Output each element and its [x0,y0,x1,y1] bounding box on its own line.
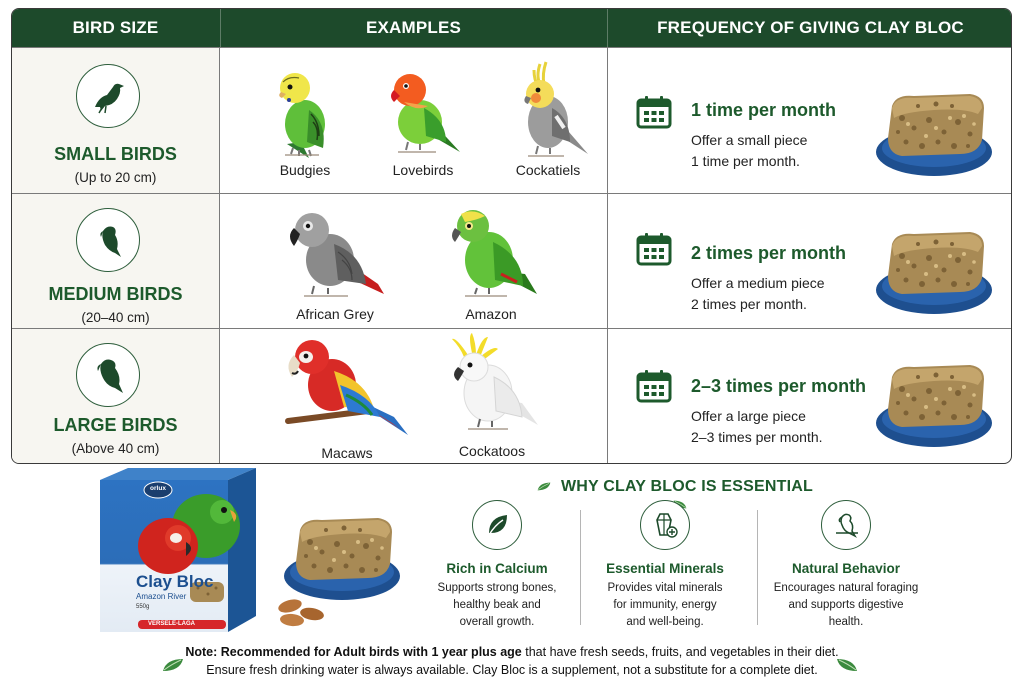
clay-bloc-small-image [874,88,992,180]
frequency-title: 2–3 times per month [691,376,867,396]
leaf-icon [162,658,184,672]
benefit-description-line: Supports strong bones, [437,582,557,594]
size-name: LARGE BIRDS [53,415,178,435]
frequency-cell [607,194,1012,328]
budgie-illustration [260,66,350,176]
benefit-description-line: and well-being. [626,616,704,628]
note-line-1 [0,643,1024,661]
product-package [98,466,258,634]
benefit-description [763,580,929,631]
crystal-icon [640,500,690,550]
divider [757,510,758,625]
perched-bird-icon [821,500,871,550]
clay-bloc-large-image [874,359,992,451]
large-bird-icon [76,343,140,407]
calendar-icon [636,232,672,266]
frequency-title: 1 time per month [691,100,837,120]
feeding-table [11,8,1012,464]
frequency-cell [607,48,1012,193]
bird-label: Lovebirds [392,162,454,178]
benefit-title: Essential Minerals [606,561,724,576]
bird-label: Cockatoos [458,443,526,459]
size-cell [12,329,219,464]
benefit-description-line: for immunity, energy [613,599,717,611]
note-label: Note: [185,645,218,659]
leaf-icon [836,658,858,672]
table-header [12,9,1011,47]
calendar-icon [636,95,672,129]
frequency-description [691,130,871,172]
why-title-text: WHY CLAY BLOC IS ESSENTIAL [560,478,814,495]
benefit-description-line: health. [828,616,864,628]
cockatoo-illustration [436,333,548,463]
benefit-description-line: and supports digestive [788,599,904,611]
note-line-2: Ensure fresh drinking water is always available. Clay Bloc is a supplement, not a substitute for a complete diet. [206,663,818,677]
leaf-icon [537,482,551,491]
frequency-description-line: Offer a medium piece [691,275,825,291]
nuts-image [272,596,336,630]
examples-cell [219,48,607,193]
small-bird-icon [76,64,140,128]
medium-bird-icon [76,208,140,272]
note-text: that have fresh seeds, fruits, and vegetables in their diet. [525,645,839,659]
benefit-description-line: Encourages natural foraging [773,582,919,594]
note-bold-text: Recommended for Adult birds with 1 year plus age [220,645,522,659]
lovebird-illustration [378,66,468,176]
clay-bloc-medium-image [874,226,992,318]
macaw-illustration [282,335,412,463]
benefit-description-line: Provides vital minerals [607,582,723,594]
bird-label: Cockatiels [515,162,581,178]
frequency-description [691,406,871,448]
benefit-description-line: healthy beak and [453,599,541,611]
benefit-description-line: overall growth. [459,616,535,628]
product-variant: Amazon River [136,592,187,601]
product-maker: VERSELE-LAGA [148,621,196,627]
african-grey-illustration [280,204,390,324]
cockatiel-illustration [502,58,594,176]
size-range: (Above 40 cm) [71,441,160,456]
frequency-title: 2 times per month [691,243,847,263]
size-cell [12,48,219,193]
footer-note [0,643,1024,679]
table-row-medium [12,193,1011,328]
clay-bloc-image [282,512,400,604]
size-range: (20–40 cm) [81,310,150,325]
benefit-description [414,580,580,631]
amazon-illustration [436,204,546,324]
size-name: SMALL BIRDS [54,144,177,164]
table-row-large [12,328,1011,464]
table-row-small [12,47,1011,193]
product-brand: orlux [150,485,166,492]
calendar-icon [636,369,672,403]
size-name: MEDIUM BIRDS [48,284,183,304]
benefit-description [582,580,748,631]
examples-cell [219,194,607,328]
examples-cell [219,329,607,464]
leaf-icon [472,500,522,550]
size-cell [12,194,219,328]
frequency-cell [607,329,1012,464]
bird-label: Macaws [321,445,373,461]
frequency-description-line: 1 time per month. [691,153,800,169]
frequency-description-line: 2–3 times per month. [691,429,823,445]
frequency-description-line: Offer a large piece [691,408,806,424]
size-range: (Up to 20 cm) [74,170,157,185]
benefit-title: Rich in Calcium [446,561,548,576]
header-frequency: FREQUENCY OF GIVING CLAY BLOC [607,9,1012,47]
bird-label: African Grey [296,306,374,322]
header-examples: EXAMPLES [220,9,606,47]
product-name: Clay Bloc [136,572,214,591]
frequency-description [691,273,871,315]
divider [580,510,581,625]
bird-label: Amazon [465,306,517,322]
product-weight: 550g [136,604,150,610]
frequency-description-line: Offer a small piece [691,132,808,148]
frequency-description-line: 2 times per month. [691,296,807,312]
header-bird-size: BIRD SIZE [72,18,159,37]
benefit-title: Natural Behavior [791,561,901,576]
bird-label: Budgies [279,162,331,178]
